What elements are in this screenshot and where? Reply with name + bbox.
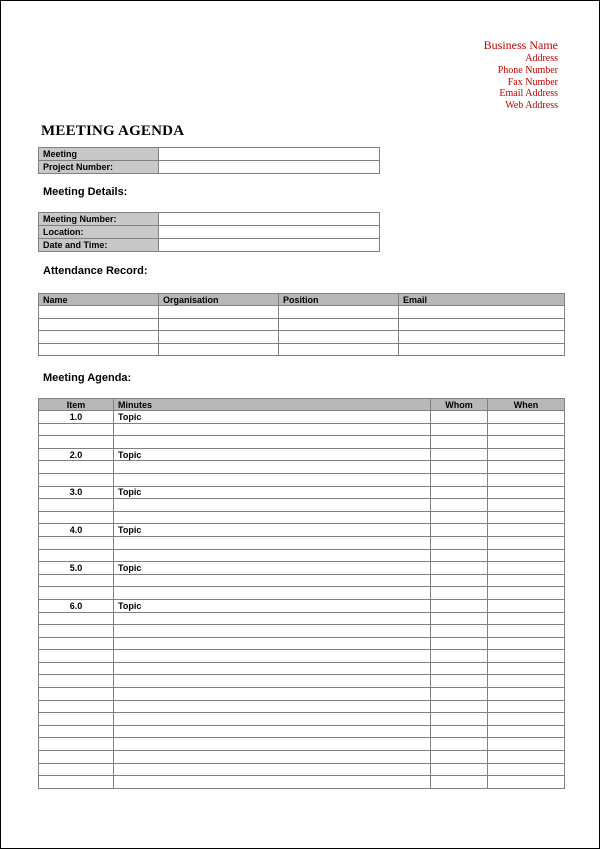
attendance-row (39, 318, 565, 331)
item-cell[interactable] (39, 688, 114, 701)
minutes-cell[interactable] (114, 436, 431, 449)
attendance-row (39, 343, 565, 356)
agenda-row (39, 536, 565, 549)
agenda-row (39, 700, 565, 713)
whom-cell[interactable] (431, 612, 488, 625)
when-cell[interactable] (488, 473, 565, 486)
item-column-header: Item (39, 399, 114, 411)
agenda-row (39, 625, 565, 638)
position-cell[interactable] (279, 318, 399, 331)
whom-cell[interactable] (431, 738, 488, 751)
agenda-row (39, 637, 565, 650)
when-cell[interactable] (488, 713, 565, 726)
agenda-row (39, 436, 565, 449)
whom-cell[interactable] (431, 599, 488, 612)
meeting-details-table (38, 212, 380, 252)
minutes-cell[interactable] (114, 423, 431, 436)
minutes-cell[interactable] (114, 574, 431, 587)
agenda-row (39, 675, 565, 688)
agenda-row (39, 511, 565, 524)
agenda-row (39, 738, 565, 751)
agenda-row (39, 662, 565, 675)
email-cell[interactable] (399, 343, 565, 356)
minutes-cell[interactable] (114, 662, 431, 675)
agenda-row (39, 612, 565, 625)
whom-cell[interactable] (431, 562, 488, 575)
item-cell[interactable] (39, 625, 114, 638)
whom-cell[interactable] (431, 650, 488, 663)
when-cell[interactable] (488, 688, 565, 701)
item-cell[interactable] (39, 675, 114, 688)
when-cell[interactable] (488, 625, 565, 638)
when-cell[interactable] (488, 499, 565, 512)
when-cell[interactable] (488, 763, 565, 776)
whom-cell[interactable] (431, 725, 488, 738)
whom-cell[interactable] (431, 436, 488, 449)
agenda-item-row (39, 486, 565, 499)
whom-cell[interactable] (431, 751, 488, 764)
whom-cell[interactable] (431, 713, 488, 726)
minutes-cell[interactable] (114, 473, 431, 486)
topic-label: Topic (114, 411, 431, 424)
meeting-details-heading: Meeting Details: (43, 186, 128, 198)
when-cell[interactable] (488, 675, 565, 688)
minutes-cell[interactable] (114, 725, 431, 738)
date-time-label: Date and Time: (39, 239, 159, 252)
whom-cell[interactable] (431, 700, 488, 713)
business-email: Email Address (499, 88, 558, 100)
attendance-table (38, 293, 565, 356)
whom-cell[interactable] (431, 574, 488, 587)
item-cell[interactable] (39, 612, 114, 625)
agenda-item-row (39, 524, 565, 537)
whom-cell[interactable] (431, 524, 488, 537)
attendance-row (39, 331, 565, 344)
minutes-cell[interactable] (114, 738, 431, 751)
item-number: 4.0 (39, 524, 114, 537)
item-cell[interactable] (39, 725, 114, 738)
whom-cell[interactable] (431, 549, 488, 562)
page-title: MEETING AGENDA (41, 123, 185, 139)
location-field[interactable] (159, 226, 380, 239)
minutes-cell[interactable] (114, 587, 431, 600)
minutes-cell[interactable] (114, 700, 431, 713)
email-cell[interactable] (399, 331, 565, 344)
agenda-row (39, 650, 565, 663)
name-cell[interactable] (39, 343, 159, 356)
item-cell[interactable] (39, 776, 114, 789)
position-column-header: Position (279, 294, 399, 306)
when-cell[interactable] (488, 524, 565, 537)
whom-cell[interactable] (431, 587, 488, 600)
attendance-header-row (39, 294, 565, 306)
organisation-cell[interactable] (159, 343, 279, 356)
item-cell[interactable] (39, 713, 114, 726)
agenda-row (39, 587, 565, 600)
agenda-row (39, 473, 565, 486)
whom-cell[interactable] (431, 486, 488, 499)
meeting-agenda-heading: Meeting Agenda: (43, 372, 132, 384)
item-cell[interactable] (39, 637, 114, 650)
table-row (39, 148, 380, 161)
item-number: 5.0 (39, 562, 114, 575)
item-cell[interactable] (39, 461, 114, 474)
when-cell[interactable] (488, 776, 565, 789)
name-cell[interactable] (39, 306, 159, 319)
meeting-number-field[interactable] (159, 213, 380, 226)
attendance-heading: Attendance Record: (43, 265, 148, 277)
agenda-row (39, 549, 565, 562)
item-cell[interactable] (39, 549, 114, 562)
agenda-row (39, 776, 565, 789)
when-cell[interactable] (488, 486, 565, 499)
when-cell[interactable] (488, 536, 565, 549)
when-cell[interactable] (488, 574, 565, 587)
when-cell[interactable] (488, 511, 565, 524)
meeting-field[interactable] (159, 148, 380, 161)
minutes-cell[interactable] (114, 511, 431, 524)
business-name: Business Name (483, 38, 558, 52)
agenda-header-row (39, 399, 565, 411)
project-number-field[interactable] (159, 161, 380, 174)
item-cell[interactable] (39, 700, 114, 713)
organisation-cell[interactable] (159, 331, 279, 344)
position-cell[interactable] (279, 343, 399, 356)
name-cell[interactable] (39, 318, 159, 331)
topic-label: Topic (114, 448, 431, 461)
attendance-row (39, 306, 565, 319)
when-cell[interactable] (488, 599, 565, 612)
item-cell[interactable] (39, 536, 114, 549)
topic-label: Topic (114, 524, 431, 537)
item-cell[interactable] (39, 763, 114, 776)
organisation-column-header: Organisation (159, 294, 279, 306)
when-cell[interactable] (488, 587, 565, 600)
item-number: 1.0 (39, 411, 114, 424)
when-cell[interactable] (488, 650, 565, 663)
position-cell[interactable] (279, 306, 399, 319)
position-cell[interactable] (279, 331, 399, 344)
agenda-row (39, 713, 565, 726)
when-cell[interactable] (488, 738, 565, 751)
project-number-label: Project Number: (39, 161, 159, 174)
minutes-cell[interactable] (114, 650, 431, 663)
whom-cell[interactable] (431, 511, 488, 524)
when-cell[interactable] (488, 411, 565, 424)
minutes-cell[interactable] (114, 763, 431, 776)
minutes-cell[interactable] (114, 776, 431, 789)
whom-column-header: Whom (431, 399, 488, 411)
whom-cell[interactable] (431, 637, 488, 650)
agenda-row (39, 751, 565, 764)
when-cell[interactable] (488, 562, 565, 575)
topic-label: Topic (114, 562, 431, 575)
agenda-item-row (39, 562, 565, 575)
item-cell[interactable] (39, 511, 114, 524)
when-cell[interactable] (488, 549, 565, 562)
when-cell[interactable] (488, 662, 565, 675)
business-fax: Fax Number (507, 76, 558, 88)
agenda-row (39, 574, 565, 587)
when-cell[interactable] (488, 423, 565, 436)
item-cell[interactable] (39, 662, 114, 675)
item-cell[interactable] (39, 650, 114, 663)
whom-cell[interactable] (431, 625, 488, 638)
agenda-row (39, 461, 565, 474)
item-cell[interactable] (39, 473, 114, 486)
minutes-cell[interactable] (114, 688, 431, 701)
meeting-number-label: Meeting Number: (39, 213, 159, 226)
minutes-cell[interactable] (114, 612, 431, 625)
business-info (484, 38, 558, 112)
whom-cell[interactable] (431, 411, 488, 424)
business-web: Web Address (505, 100, 558, 112)
name-column-header: Name (39, 294, 159, 306)
table-row (39, 226, 380, 239)
minutes-cell[interactable] (114, 751, 431, 764)
minutes-cell[interactable] (114, 637, 431, 650)
when-cell[interactable] (488, 612, 565, 625)
whom-cell[interactable] (431, 499, 488, 512)
meeting-label: Meeting (39, 148, 159, 161)
item-cell[interactable] (39, 738, 114, 751)
organisation-cell[interactable] (159, 306, 279, 319)
when-cell[interactable] (488, 448, 565, 461)
when-cell[interactable] (488, 725, 565, 738)
agenda-row (39, 725, 565, 738)
whom-cell[interactable] (431, 776, 488, 789)
whom-cell[interactable] (431, 448, 488, 461)
item-cell[interactable] (39, 499, 114, 512)
agenda-item-row (39, 448, 565, 461)
minutes-column-header: Minutes (114, 399, 431, 411)
business-phone: Phone Number (497, 64, 558, 76)
whom-cell[interactable] (431, 536, 488, 549)
meeting-info-table (38, 147, 380, 174)
agenda-row (39, 763, 565, 776)
agenda-table (38, 398, 565, 789)
item-cell[interactable] (39, 423, 114, 436)
agenda-row (39, 423, 565, 436)
email-cell[interactable] (399, 318, 565, 331)
when-cell[interactable] (488, 436, 565, 449)
email-column-header: Email (399, 294, 565, 306)
whom-cell[interactable] (431, 675, 488, 688)
minutes-cell[interactable] (114, 499, 431, 512)
item-cell[interactable] (39, 574, 114, 587)
business-address: Address (525, 53, 558, 64)
minutes-cell[interactable] (114, 549, 431, 562)
whom-cell[interactable] (431, 461, 488, 474)
when-cell[interactable] (488, 751, 565, 764)
name-cell[interactable] (39, 331, 159, 344)
item-number: 3.0 (39, 486, 114, 499)
whom-cell[interactable] (431, 688, 488, 701)
organisation-cell[interactable] (159, 318, 279, 331)
email-cell[interactable] (399, 306, 565, 319)
minutes-cell[interactable] (114, 625, 431, 638)
item-number: 2.0 (39, 448, 114, 461)
item-cell[interactable] (39, 436, 114, 449)
when-cell[interactable] (488, 637, 565, 650)
whom-cell[interactable] (431, 763, 488, 776)
agenda-row (39, 499, 565, 512)
topic-label: Topic (114, 486, 431, 499)
topic-label: Topic (114, 599, 431, 612)
minutes-cell[interactable] (114, 536, 431, 549)
agenda-item-row (39, 411, 565, 424)
item-cell[interactable] (39, 751, 114, 764)
agenda-item-row (39, 599, 565, 612)
table-row (39, 239, 380, 252)
whom-cell[interactable] (431, 423, 488, 436)
whom-cell[interactable] (431, 473, 488, 486)
minutes-cell[interactable] (114, 713, 431, 726)
location-label: Location: (39, 226, 159, 239)
agenda-row (39, 688, 565, 701)
whom-cell[interactable] (431, 662, 488, 675)
minutes-cell[interactable] (114, 675, 431, 688)
table-row (39, 161, 380, 174)
when-column-header: When (488, 399, 565, 411)
minutes-cell[interactable] (114, 461, 431, 474)
table-row (39, 213, 380, 226)
item-number: 6.0 (39, 599, 114, 612)
date-time-field[interactable] (159, 239, 380, 252)
item-cell[interactable] (39, 587, 114, 600)
when-cell[interactable] (488, 461, 565, 474)
when-cell[interactable] (488, 700, 565, 713)
